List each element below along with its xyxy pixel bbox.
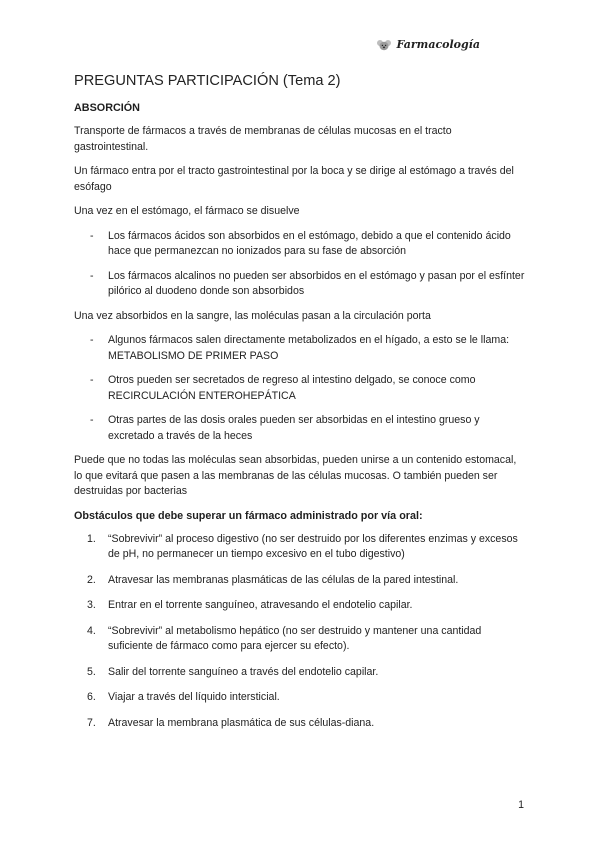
brand-title: Farmacología (396, 38, 480, 51)
header-brand (377, 37, 480, 53)
paragraph: Un fármaco entra por el tracto gastrointestinal por la boca y se dirige al estómago a través del esófago (74, 165, 514, 193)
dash-list-stomach (74, 229, 526, 300)
dash-bullet: - (90, 229, 94, 242)
list-item: - Algunos fármacos salen directamente metabolizados en el hígado, a esto se le llama: METABOLISMO DE PRIMER PASO (90, 334, 510, 362)
paragraph: Puede que no todas las moléculas sean absorbidas, pueden unirse a un contenido estomacal, lo que evitará que pasen a las membranas de las células mucosas. O también pueden ser destruidas por bacterias (74, 454, 517, 497)
page-number: 1 (518, 799, 524, 811)
list-item: 6. Viajar a través del líquido intersticial. (87, 691, 280, 703)
list-item: 1. “Sobrevivir” al proceso digestivo (no ser destruido por los diferentes enzimas y excesos de pH, no permanecer un tiempo excesivo en el tubo digestivo) (87, 532, 518, 560)
list-item: - Otras partes de las dosis orales pueden ser absorbidas en el intestino grueso y excretado a través de la heces (90, 414, 480, 442)
dash-bullet: - (90, 269, 94, 282)
list-item: 4. “Sobrevivir” al metabolismo hepático (no ser destruido y mantener una cantidad suficiente de fármaco como para ejercer su efecto). (87, 624, 482, 652)
list-item: - Los fármacos alcalinos no pueden ser absorbidos en el estómago y pasan por el esfínter pilórico al duodeno donde son absorbidos (90, 269, 525, 297)
list-item: - Los fármacos ácidos son absorbidos en el estómago, debido a que el contenido ácido hace que permanezcan no ionizados para su fase de absorción (90, 229, 511, 257)
numbered-list-obstacles (74, 532, 526, 732)
dash-list-porta (74, 333, 526, 444)
koala-icon (377, 39, 391, 51)
paragraph: Transporte de fármacos a través de membranas de células mucosas en el tracto gastrointestinal. (74, 125, 452, 153)
list-item: 3. Entrar en el torrente sanguíneo, atravesando el endotelio capilar. (87, 599, 413, 611)
paragraph: Una vez en el estómago, el fármaco se disuelve (74, 205, 300, 217)
dash-bullet: - (90, 334, 94, 346)
list-item: - Otros pueden ser secretados de regreso al intestino delgado, se conoce como RECIRCULACIÓN ENTEROHEPÁTICA (90, 374, 476, 402)
dash-bullet: - (90, 374, 94, 386)
document-body (74, 72, 526, 741)
page-title: PREGUNTAS PARTICIPACIÓN (Tema 2) (74, 73, 341, 89)
dash-bullet: - (90, 414, 94, 426)
list-item: 2. Atravesar las membranas plasmáticas de las células de la pared intestinal. (87, 573, 459, 586)
list-item: 7. Atravesar la membrana plasmática de sus células-diana. (87, 716, 375, 729)
paragraph: Una vez absorbidos en la sangre, las moléculas pasan a la circulación porta (74, 309, 431, 322)
section-heading-obstaculos: Obstáculos que debe superar un fármaco administrado por vía oral: (74, 509, 423, 522)
list-item: 5. Salir del torrente sanguíneo a través del endotelio capilar. (87, 665, 379, 678)
section-heading-absorcion: ABSORCIÓN (74, 102, 140, 114)
